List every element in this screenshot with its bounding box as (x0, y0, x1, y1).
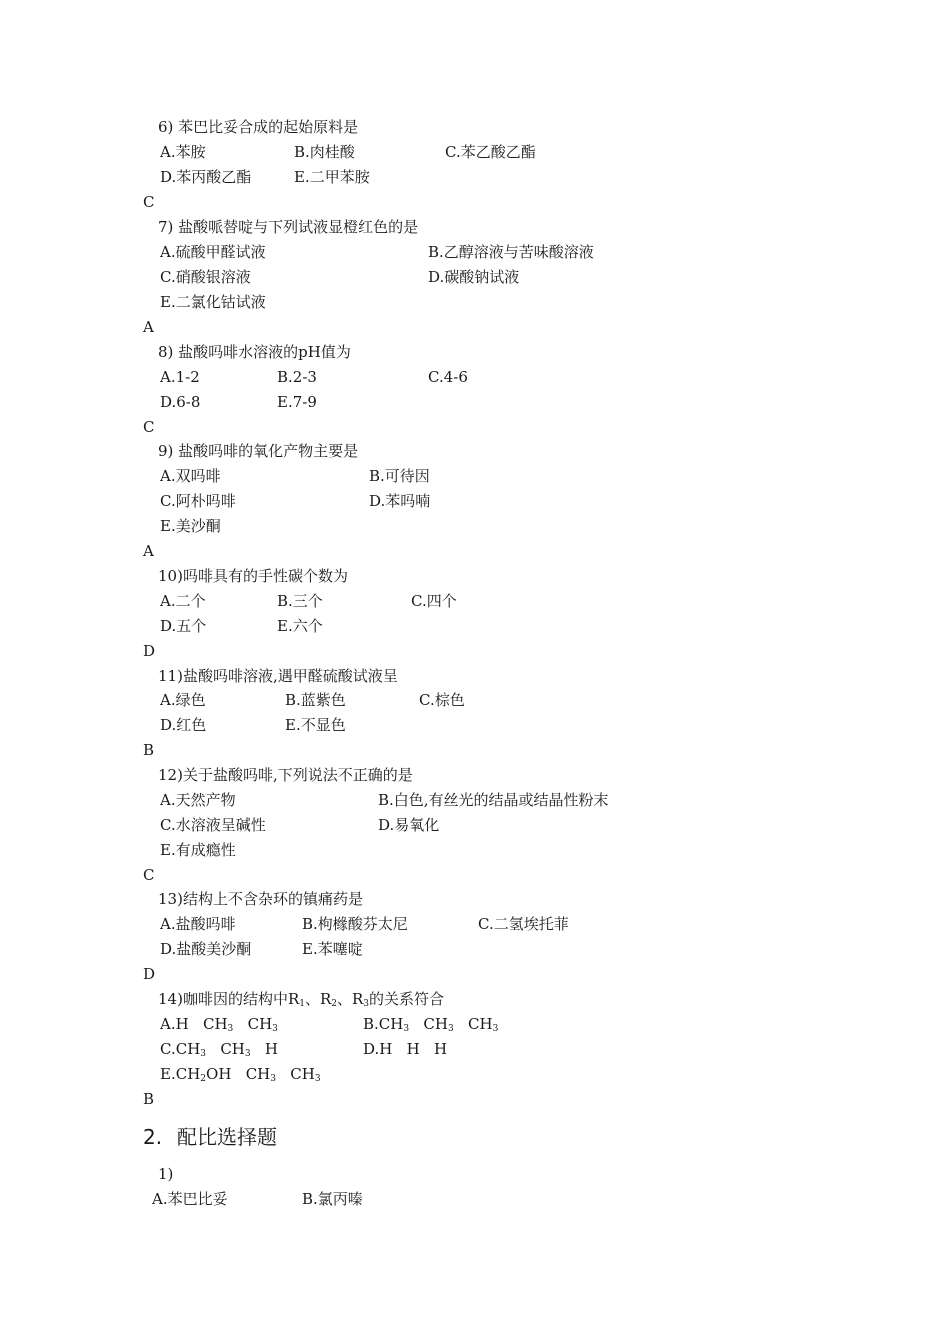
q7-option-e: E.二氯化钴试液 (160, 293, 266, 311)
q12-option-e: E.有成瘾性 (160, 841, 236, 859)
section-title: 配比选择题 (177, 1125, 277, 1149)
match-question-1-stem: 1) (158, 1165, 174, 1183)
question-12-stem: 12)关于盐酸吗啡,下列说法不正确的是 (158, 766, 413, 784)
q9-answer: A (143, 542, 154, 560)
q13-answer: D (143, 965, 156, 983)
question-6-stem: 6) 苯巴比妥合成的起始原料是 (158, 118, 359, 136)
section-number: 2. (143, 1125, 163, 1149)
question-14-stem: 14)咖啡因的结构中$R_1$、$R_2$、$R_3$的关系符合 (158, 990, 445, 1009)
q12-option-d: D.易氧化 (378, 816, 440, 834)
question-7-stem: 7) 盐酸哌替啶与下列试液显橙红色的是 (158, 218, 419, 236)
q6-answer: C (143, 193, 155, 211)
q8-option-c: C.4-6 (428, 368, 468, 386)
q11-option-c: C.棕色 (419, 691, 465, 709)
q12-option-c: C.水溶液呈碱性 (160, 816, 266, 834)
q9-option-b: B.可待因 (369, 467, 430, 485)
q11-option-e: E.不显色 (285, 716, 346, 734)
q11-answer: B (143, 741, 155, 759)
q13-option-d: D.盐酸美沙酮 (160, 940, 252, 958)
q14-option-a: A.H $CH_3$ $CH_3$ (160, 1015, 278, 1034)
q13-option-b: B.枸橼酸芬太尼 (302, 915, 408, 933)
q9-option-d: D.苯吗喃 (369, 492, 431, 510)
q7-option-b: B.乙醇溶液与苦味酸溶液 (428, 243, 594, 261)
match1-option-a: A.苯巴比妥 (152, 1190, 228, 1208)
q7-option-c: C.硝酸银溶液 (160, 268, 251, 286)
q6-option-e: E.二甲苯胺 (294, 168, 370, 186)
match1-option-b: B.氯丙嗪 (302, 1190, 363, 1208)
q10-option-d: D.五个 (160, 617, 207, 635)
q14-option-c: $C.CH_3$ $CH_3$ H (160, 1040, 279, 1059)
q11-option-a: A.绿色 (160, 691, 206, 709)
q10-option-b: B.三个 (277, 592, 323, 610)
q7-option-d: D.碳酸钠试液 (428, 268, 520, 286)
q13-option-c: C.二氢埃托菲 (478, 915, 569, 933)
q10-answer: D (143, 642, 156, 660)
q13-option-e: E.苯噻啶 (302, 940, 363, 958)
q8-option-d: D.6-8 (160, 393, 201, 411)
q10-option-c: C.四个 (411, 592, 457, 610)
q10-option-e: E.六个 (277, 617, 323, 635)
q9-option-a: A.双吗啡 (160, 467, 221, 485)
question-11-stem: 11)盐酸吗啡溶液,遇甲醛硫酸试液呈 (158, 667, 398, 685)
q6-option-a: A.苯胺 (160, 143, 206, 161)
q6-option-d: D.苯丙酸乙酯 (160, 168, 252, 186)
q9-option-c: C.阿朴吗啡 (160, 492, 236, 510)
question-8-stem: 8) 盐酸吗啡水溶液的pH值为 (158, 343, 351, 361)
q7-answer: A (143, 318, 154, 336)
question-10-stem: 10)吗啡具有的手性碳个数为 (158, 567, 348, 585)
q8-option-a: A.1-2 (160, 368, 200, 386)
q6-option-c: C.苯乙酸乙酯 (445, 143, 536, 161)
q14-option-e: $E.CH_2OH$ $CH_3$ $CH_3$ (160, 1065, 321, 1084)
q8-option-b: B.2-3 (277, 368, 317, 386)
q13-option-a: A.盐酸吗啡 (160, 915, 236, 933)
q12-option-b: B.白色,有丝光的结晶或结晶性粉末 (378, 791, 609, 809)
q10-option-a: A.二个 (160, 592, 206, 610)
section-heading (143, 1124, 277, 1150)
q11-option-d: D.红色 (160, 716, 207, 734)
q8-option-e: E.7-9 (277, 393, 317, 411)
q12-answer: C (143, 866, 155, 884)
question-9-stem: 9) 盐酸吗啡的氧化产物主要是 (158, 442, 359, 460)
q8-answer: C (143, 418, 155, 436)
q6-option-b: B.肉桂酸 (294, 143, 355, 161)
q9-option-e: E.美沙酮 (160, 517, 221, 535)
q11-option-b: B.蓝紫色 (285, 691, 346, 709)
q7-option-a: A.硫酸甲醛试液 (160, 243, 266, 261)
q14-option-d: D.H H H (363, 1040, 448, 1058)
q14-option-b: $B.CH_3$ $CH_3$ $CH_3$ (363, 1015, 499, 1034)
q12-option-a: A.天然产物 (160, 791, 236, 809)
question-13-stem: 13)结构上不含杂环的镇痛药是 (158, 890, 363, 908)
q14-answer: B (143, 1090, 155, 1108)
